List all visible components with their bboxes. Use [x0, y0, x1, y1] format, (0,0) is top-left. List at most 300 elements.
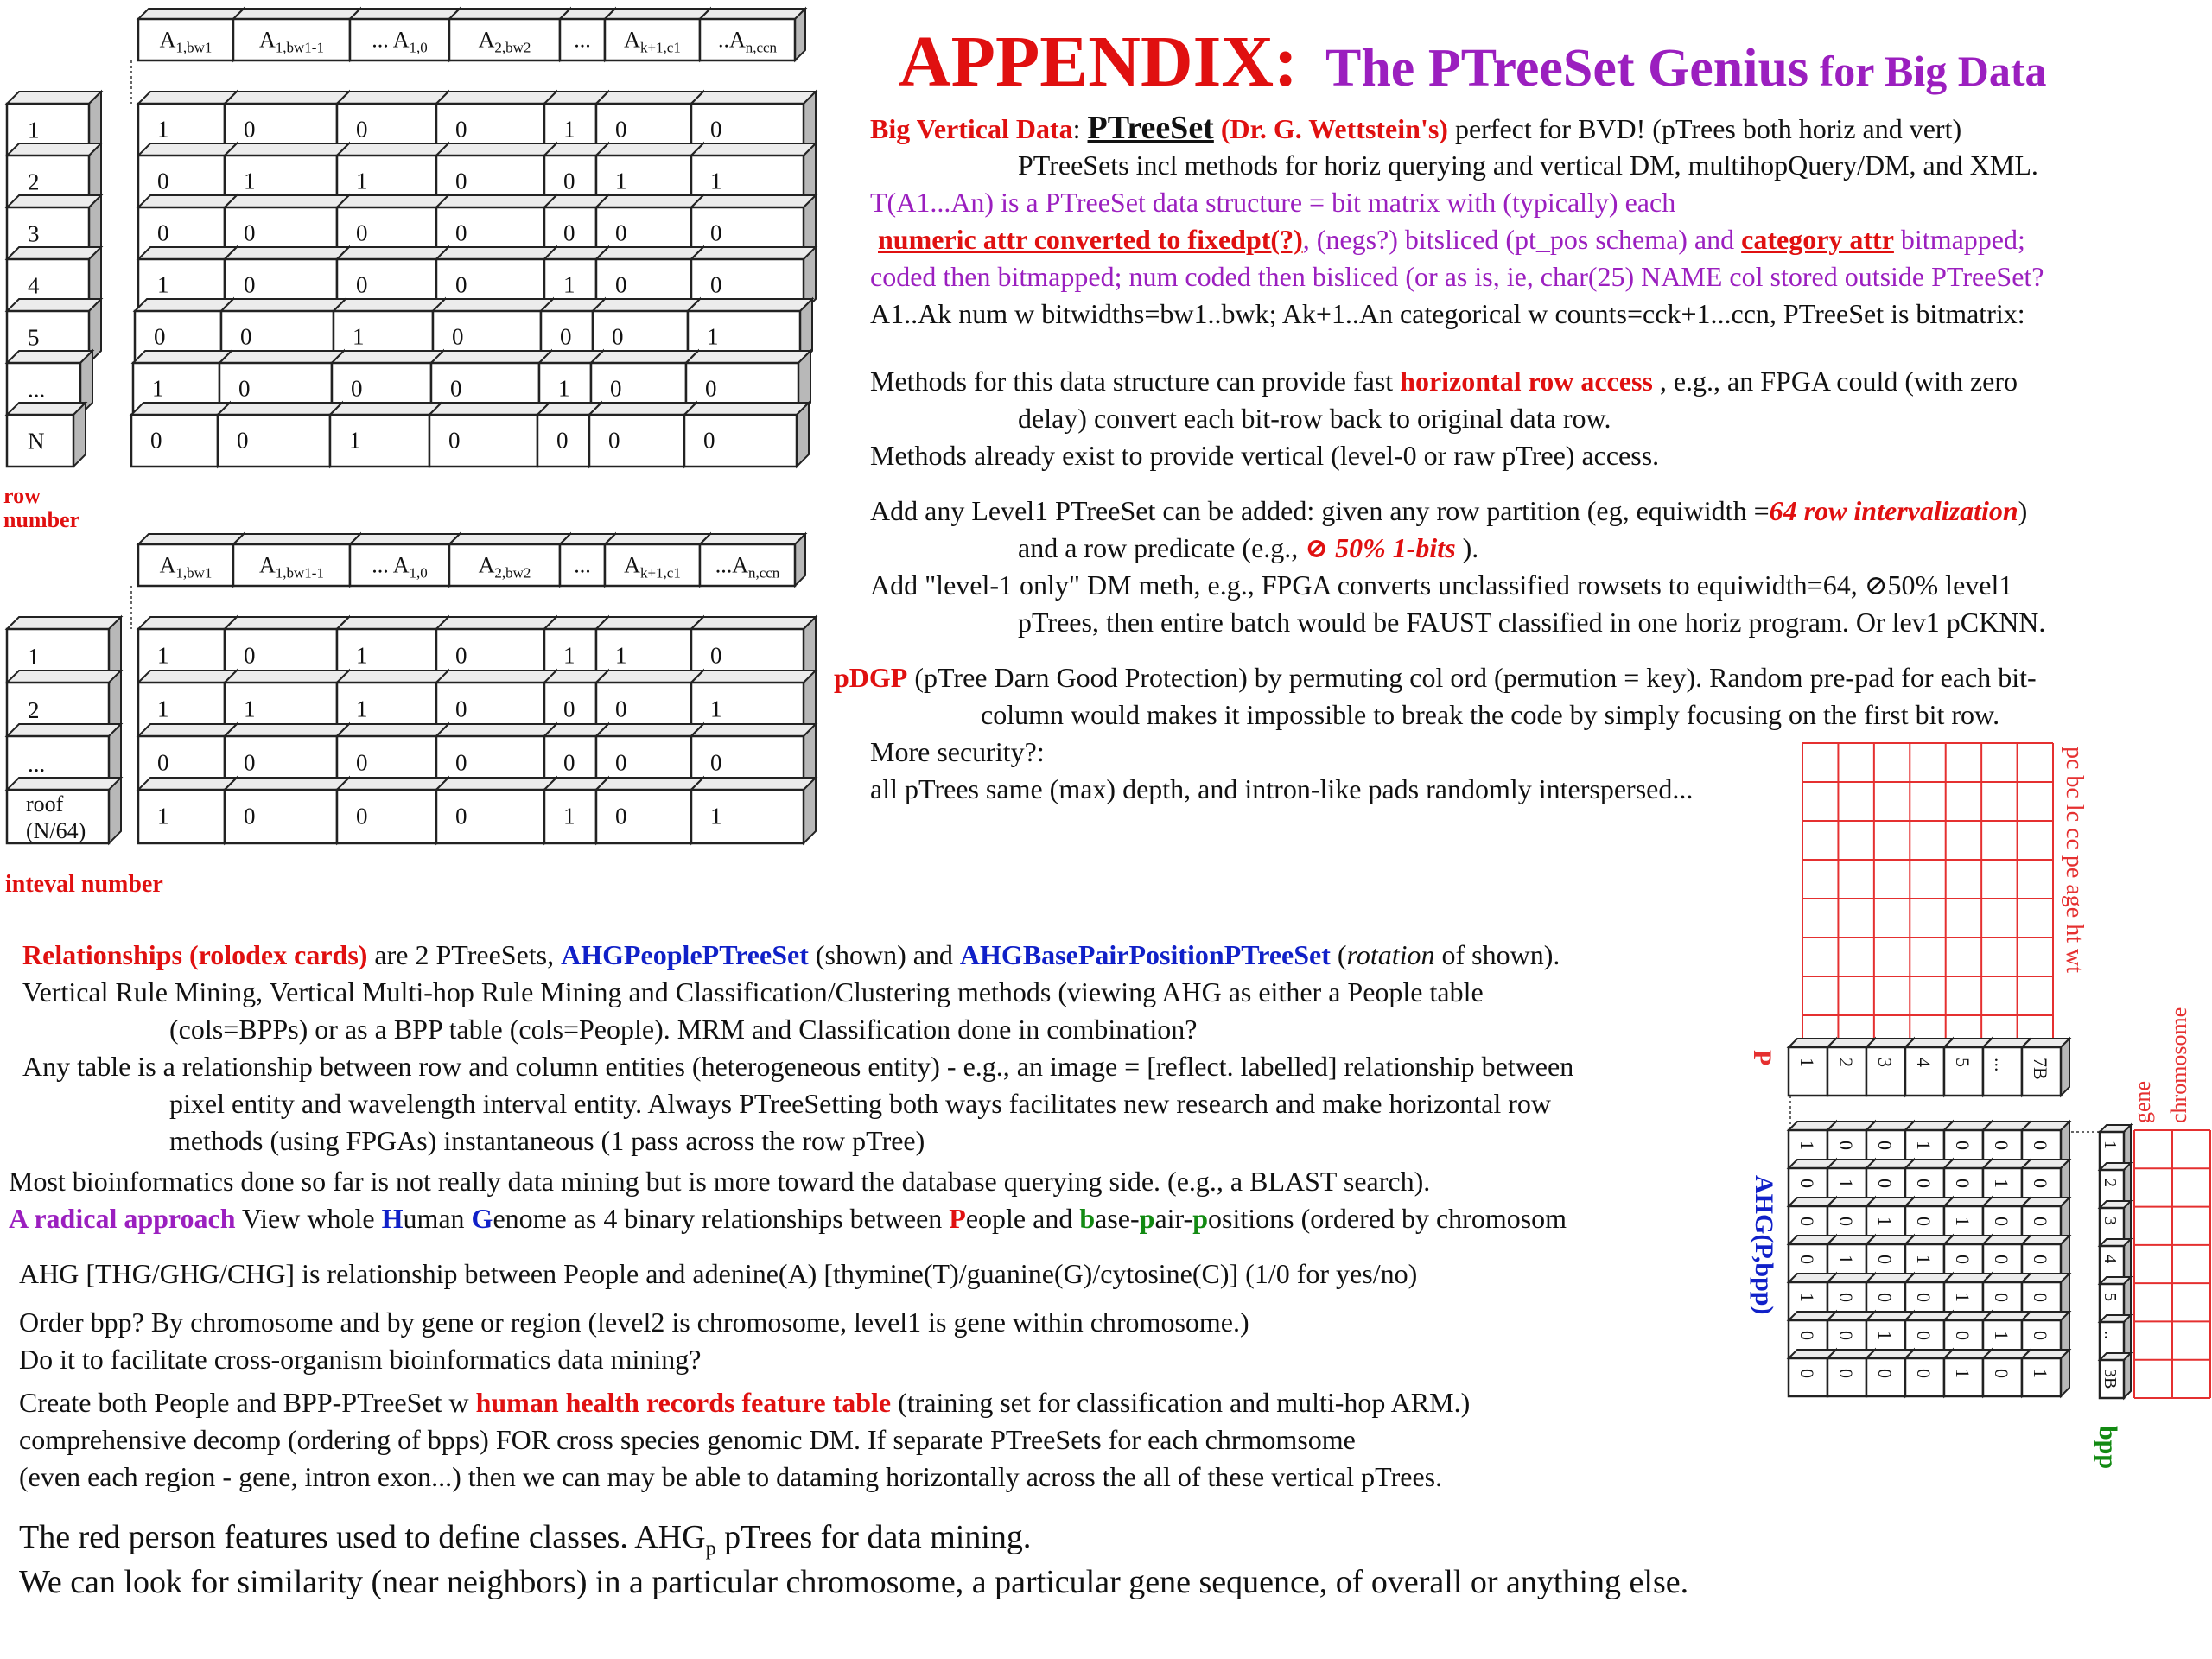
bit-cell-top: [436, 724, 556, 736]
bit-value: 1: [563, 803, 575, 830]
final-line-2: We can look for similarity (near neighbors) in a particular chromosome, a particular gene sequence, of overall or anything else.: [19, 1564, 1689, 1600]
bit-value: 0: [710, 749, 722, 776]
order-line-2: Do it to facilitate cross-organism bioinformatics data mining?: [19, 1344, 702, 1375]
bit-cell-top: [133, 351, 232, 363]
ahg-value: 0: [1796, 1369, 1818, 1378]
bit-value: 0: [560, 323, 572, 350]
bit-cell: [337, 790, 436, 843]
ahg-value: 0: [2030, 1141, 2051, 1150]
people-cell: [1866, 1047, 1905, 1096]
bpp-value: ..: [2101, 1331, 2120, 1339]
bit-value: 0: [244, 219, 256, 246]
bpp-value: 5: [2101, 1293, 2120, 1301]
row-label-cell-top: [7, 778, 121, 790]
bit-value: 0: [237, 427, 249, 454]
people-label: 5: [1952, 1058, 1974, 1067]
row-label: (N/64): [26, 817, 86, 843]
row-label-cell-top: [7, 617, 121, 629]
bit-value: 0: [448, 427, 461, 454]
ahg-value: 1: [2030, 1369, 2051, 1378]
bit-cell-top: [225, 778, 349, 790]
bit-value: 0: [356, 803, 368, 830]
bit-cell-top: [436, 92, 556, 104]
bit-value: 0: [563, 168, 575, 194]
ahg-value: 1: [1874, 1217, 1896, 1226]
bit-value: 0: [610, 375, 622, 402]
row-number-caption-1: row: [3, 483, 41, 508]
bit-value: 0: [455, 642, 467, 669]
pdgp-line-3: More security?:: [870, 736, 1045, 767]
ahg-value: 0: [1952, 1141, 1974, 1150]
bit-value: 1: [563, 116, 575, 143]
bit-value: 0: [154, 323, 166, 350]
bpp-value: 3B: [2101, 1369, 2120, 1389]
ahg-value: 0: [2030, 1293, 2051, 1302]
bit-value: 1: [157, 116, 169, 143]
ahg-value: 0: [1835, 1217, 1857, 1226]
bit-cell-top: [596, 617, 703, 629]
ahg-value: 0: [1913, 1293, 1935, 1302]
bit-cell-top: [596, 143, 703, 156]
bit-cell-top: [135, 299, 233, 311]
bit-value: 0: [351, 375, 363, 402]
bit-value: 0: [356, 219, 368, 246]
bit-cell-top: [691, 724, 816, 736]
bit-value: 0: [244, 271, 256, 298]
bit-cell-side: [797, 403, 809, 467]
bit-cell-top: [138, 195, 237, 207]
row-label: 1: [28, 643, 40, 670]
title-sub-a: The PTreeSet Genius: [1325, 39, 1809, 98]
bit-cell-top: [221, 299, 346, 311]
ahg-value: 0: [1874, 1255, 1896, 1264]
bit-cell-top: [691, 247, 816, 259]
bit-cell-top: [436, 247, 556, 259]
p-label: P: [1748, 1050, 1777, 1066]
bit-value: 0: [703, 427, 715, 454]
bit-value: 1: [157, 642, 169, 669]
row-label-cell-top: [7, 351, 92, 363]
ahg-value: 1: [1796, 1293, 1818, 1302]
chromosome-label: chromosome: [2166, 1007, 2191, 1123]
bit-cell-top: [138, 92, 237, 104]
bit-cell-top: [436, 778, 556, 790]
row-label: 1: [28, 117, 40, 143]
ahg-value: 0: [1952, 1331, 1974, 1340]
bit-cell-top: [219, 351, 344, 363]
bit-value: 0: [455, 803, 467, 830]
people-label: ...: [1991, 1058, 2012, 1072]
row-label: 5: [28, 324, 40, 351]
bit-cell-top: [225, 671, 349, 683]
bit-value: 1: [152, 375, 164, 402]
header-label: $A_{k+1,c1}$: [624, 552, 681, 582]
bit-cell-side: [804, 778, 816, 843]
row-label: 2: [28, 696, 40, 723]
bit-value: 0: [238, 375, 251, 402]
ahg-value: 0: [1796, 1217, 1818, 1226]
header-cell-top: [350, 9, 460, 19]
bit-value: 1: [356, 168, 368, 194]
bit-cell: [225, 790, 337, 843]
people-label: 3: [1874, 1058, 1896, 1067]
bit-cell-top: [225, 143, 349, 156]
ahg-value: 0: [1991, 1141, 2012, 1150]
ahg-diagram: [1719, 726, 2212, 1503]
ahg-value: 0: [1835, 1141, 1857, 1150]
bvd-line-6: A1..Ak num w bitwidths=bw1..bwk; Ak+1..An categorical w counts=cck+1...ccn, PTreeSet is bitmatrix:: [870, 298, 2025, 329]
row-label-cell-top: [7, 195, 101, 207]
level1-line-4: pTrees, then entire batch would be FAUST classified in one horiz program. Or lev1 pCKNN.: [1018, 607, 2046, 638]
methods-line-3: Methods already exist to provide vertical (level-0 or raw pTree) access.: [870, 440, 1660, 471]
bit-value: 0: [710, 271, 722, 298]
bit-value: 0: [705, 375, 717, 402]
ahg-value: 1: [1952, 1293, 1974, 1302]
ahg-value: 0: [2030, 1217, 2051, 1226]
bit-value: 0: [157, 168, 169, 194]
bit-value: 0: [150, 427, 162, 454]
header-label: ...: [574, 27, 591, 53]
bit-value: 0: [455, 696, 467, 722]
header-cell-top: [700, 534, 805, 544]
bit-cell-top: [596, 195, 703, 207]
ahg-value: 1: [1874, 1331, 1896, 1340]
rel-line-6: methods (using FPGAs) instantaneous (1 pass across the row pTree): [169, 1125, 925, 1156]
header-cell-top: [449, 534, 570, 544]
row-label-cell-top: [7, 247, 101, 259]
final-line-1: The red person features used to define classes. $AHG_p$ pTrees for data mining.: [19, 1519, 1032, 1560]
rel-line-4: Any table is a relationship between row and column entities (heterogeneous entity) - e.g., an image = [reflect. labelled] relationship between: [22, 1051, 1574, 1082]
bit-cell-top: [436, 195, 556, 207]
ahg-value: 0: [1796, 1331, 1818, 1340]
bit-value: 0: [356, 749, 368, 776]
bit-cell-top: [138, 778, 237, 790]
level1-line-3: Add "level-1 only" DM meth, e.g., FPGA converts unclassified rowsets to equiwidth=64, ⊘50% level1: [870, 569, 2013, 601]
bit-cell-top: [330, 403, 442, 415]
header-cell-top: [233, 534, 360, 544]
bit-cell-top: [431, 351, 551, 363]
bit-value: 0: [244, 803, 256, 830]
row-label-cell-top: [7, 92, 101, 104]
bit-cell-top: [433, 299, 553, 311]
ahg-value: 0: [1835, 1293, 1857, 1302]
bit-cell: [330, 415, 429, 467]
bit-cell-top: [691, 671, 816, 683]
ahg-value: 0: [1913, 1179, 1935, 1188]
bit-cell-top: [138, 247, 237, 259]
bit-cell-top: [684, 403, 809, 415]
ahg-value: 0: [1874, 1141, 1896, 1150]
header-label: $A_{2,bw2}$: [478, 552, 531, 582]
bit-cell-top: [138, 724, 237, 736]
row-label: 4: [28, 272, 40, 299]
bit-cell-top: [138, 617, 237, 629]
bit-value: 0: [710, 116, 722, 143]
header-label: $A_{1,bw1}$: [159, 27, 213, 56]
bit-value: 0: [455, 271, 467, 298]
bit-cell: [684, 415, 797, 467]
bvd-line-2: PTreeSets incl methods for horiz querying and vertical DM, multihopQuery/DM, and XML.: [1018, 149, 2038, 181]
header-label: ... $A_{1,0}$: [372, 27, 428, 56]
row-label: ...: [28, 750, 46, 777]
bit-cell: [436, 790, 544, 843]
row-label-cell-side: [73, 403, 86, 467]
bit-value: 1: [157, 696, 169, 722]
bit-cell-top: [337, 617, 448, 629]
ahg-line: AHG [THG/GHG/CHG] is relationship between People and adenine(A) [thymine(T)/guanine(G)/cytosine(C)] (1/0 for yes/no): [19, 1258, 1418, 1289]
bit-value: 1: [563, 271, 575, 298]
bit-cell-top: [591, 351, 698, 363]
header-cell-top: [233, 9, 360, 19]
bit-value: 1: [563, 642, 575, 669]
ahg-value: 1: [1952, 1369, 1974, 1378]
header-label: $A_{1,bw1-1}$: [259, 27, 324, 56]
people-label: 7B: [2030, 1058, 2051, 1080]
bit-cell-top: [691, 143, 816, 156]
row-label: 3: [28, 220, 40, 247]
bit-cell-top: [691, 617, 816, 629]
bit-cell-top: [218, 403, 342, 415]
bit-value: 0: [615, 803, 627, 830]
ahg-value: 0: [1874, 1179, 1896, 1188]
bit-value: 0: [244, 749, 256, 776]
people-label: 4: [1913, 1058, 1935, 1067]
bit-cell-top: [337, 143, 448, 156]
bit-cell-top: [337, 671, 448, 683]
bit-value: 0: [615, 749, 627, 776]
bit-value: 1: [710, 696, 722, 722]
bit-value: 0: [244, 642, 256, 669]
header-label: $A_{1,bw1}$: [159, 552, 213, 582]
pdgp-line-2: column would makes it impossible to break the code by simply focusing on the first bit row.: [981, 699, 2000, 730]
people-cell: [1905, 1047, 1944, 1096]
bit-value: 0: [563, 696, 575, 722]
bit-cell-top: [337, 778, 448, 790]
ahg-label: AHG(P,bpp): [1750, 1175, 1778, 1315]
gene-label: gene: [2130, 1080, 2155, 1123]
bit-cell-top: [225, 724, 349, 736]
header-label: $A_{2,bw2}$: [478, 27, 531, 56]
bpp-label: bpp: [2094, 1426, 2122, 1470]
bit-value: 0: [356, 116, 368, 143]
bit-value: 0: [615, 219, 627, 246]
bit-cell-top: [225, 92, 349, 104]
row-label-cell-top: [7, 671, 121, 683]
bit-cell-top: [596, 778, 703, 790]
bit-cell-top: [596, 671, 703, 683]
bit-cell-top: [138, 671, 237, 683]
ahg-value: 0: [1835, 1369, 1857, 1378]
bit-cell-top: [436, 143, 556, 156]
bit-cell-top: [596, 724, 703, 736]
ahg-value: 0: [1796, 1179, 1818, 1188]
methods-line-1: Methods for this data structure can provide fast horizontal row access , e.g., an FPGA could (with zero: [870, 365, 2018, 397]
ahg-value: 0: [1991, 1369, 2012, 1378]
page-title: [899, 19, 2047, 105]
bit-cell-top: [596, 247, 703, 259]
bit-value: 1: [353, 323, 365, 350]
bpp-value: 2: [2101, 1179, 2120, 1187]
rel-line-2: Vertical Rule Mining, Vertical Multi-hop Rule Mining and Classification/Clustering methods (viewing AHG as either a People table: [22, 976, 1484, 1007]
bit-cell: [218, 415, 330, 467]
bit-value: 0: [563, 219, 575, 246]
ahg-value: 0: [1952, 1255, 1974, 1264]
bit-cell-top: [688, 299, 812, 311]
row-number-caption-2: number: [3, 507, 80, 532]
bpp-value: 1: [2101, 1141, 2120, 1149]
level1-line-2: and a row predicate (e.g., ⊘ 50% 1-bits ).: [1018, 532, 1479, 563]
bit-value: 0: [157, 749, 169, 776]
bit-cell: [596, 790, 691, 843]
bit-value: 1: [244, 168, 256, 194]
order-line-1: Order bpp? By chromosome and by gene or region (level2 is chromosome, level1 is gene within chromosome.): [19, 1306, 1249, 1338]
header-label: ...: [574, 552, 591, 578]
ahg-value: 0: [1952, 1179, 1974, 1188]
bvd-line-1: Big Vertical Data: PTreeSet (Dr. G. Wettstein's) perfect for BVD! (pTrees both horiz and vert): [870, 110, 1962, 146]
header-cell-side: [795, 9, 805, 60]
create-line-3: (even each region - gene, intron exon...) then we can may be able to dataming horizontally across the all of these vertical pTrees.: [19, 1461, 1443, 1492]
row-label: ...: [28, 376, 46, 403]
ahg-value: 0: [1913, 1331, 1935, 1340]
bit-value: 0: [157, 219, 169, 246]
bit-cell-top: [593, 299, 700, 311]
bit-value: 0: [608, 427, 620, 454]
bit-value: 0: [455, 219, 467, 246]
bit-value: 0: [450, 375, 462, 402]
people-label: 1: [1796, 1058, 1818, 1067]
header-label: $A_{1,bw1-1}$: [259, 552, 324, 582]
bvd-line-5: coded then bitmapped; num coded then bisliced (or as is, ie, char(25) NAME col stored outside PTreeSet?: [870, 261, 2044, 292]
ahg-value: 1: [1835, 1255, 1857, 1264]
people-cell-side: [2061, 1039, 2069, 1096]
header-cell-top: [350, 534, 460, 544]
bit-value: 0: [455, 168, 467, 194]
bit-value: 0: [455, 116, 467, 143]
ahg-value: 0: [1991, 1217, 2012, 1226]
bit-cell-top: [332, 351, 443, 363]
bit-cell-top: [691, 778, 816, 790]
row-label: N: [28, 428, 45, 454]
header-label: $..A_{n,ccn}$: [717, 27, 778, 56]
level1-line-1: Add any Level1 PTreeSet can be added: given any row partition (eg, equiwidth =64 row intervalization): [870, 495, 2028, 526]
ahg-value: 0: [1835, 1331, 1857, 1340]
header-label: ... $A_{1,0}$: [372, 552, 428, 582]
bit-value: 1: [615, 642, 627, 669]
ahg-value: 0: [1874, 1369, 1896, 1378]
ahg-value: 0: [1991, 1255, 2012, 1264]
bit-value: 1: [707, 323, 719, 350]
bit-cell-top: [337, 195, 448, 207]
ahg-value: 1: [1913, 1255, 1935, 1264]
bvd-line-3: T(A1...An) is a PTreeSet data structure = bit matrix with (typically) each: [870, 187, 1676, 218]
people-cell: [1789, 1047, 1827, 1096]
header-cell-top: [138, 534, 244, 544]
bottom-matrix: [0, 518, 847, 873]
bit-value: 1: [356, 642, 368, 669]
bit-value: 1: [558, 375, 570, 402]
header-cell-top: [700, 9, 805, 19]
bit-cell: [138, 790, 225, 843]
row-label: 2: [28, 168, 40, 195]
header-cell-top: [605, 534, 710, 544]
bit-value: 1: [710, 803, 722, 830]
bit-cell-top: [691, 92, 816, 104]
ahg-value: 0: [1913, 1369, 1935, 1378]
bit-cell-top: [225, 247, 349, 259]
title-sub-b: for Big Data: [1808, 47, 2047, 95]
bit-value: 0: [452, 323, 464, 350]
create-line-2: comprehensive decomp (ordering of bpps) FOR cross species genomic DM. If separate PTreeSets for each chrmomsome: [19, 1424, 1356, 1455]
bit-cell-top: [436, 671, 556, 683]
row-label-cell-top: [7, 143, 101, 156]
rel-line-3: (cols=BPPs) or as a BPP table (cols=People). MRM and Classification done in combination?: [169, 1014, 1198, 1045]
ahg-value: 1: [1952, 1217, 1974, 1226]
header-label: $A_{k+1,c1}$: [624, 27, 681, 56]
bit-value: 0: [356, 271, 368, 298]
bit-cell: [131, 415, 218, 467]
ahg-value: 0: [1874, 1293, 1896, 1302]
bit-value: 0: [615, 271, 627, 298]
interval-number-caption: inteval number: [5, 871, 163, 898]
row-label-cell-top: [7, 403, 86, 415]
people-cell: [1944, 1047, 1983, 1096]
bit-cell: [589, 415, 684, 467]
bit-value: 0: [710, 642, 722, 669]
header-label: $...A_{n,ccn}$: [715, 552, 780, 582]
title-main: APPENDIX:: [899, 22, 1298, 102]
ahg-cell-side: [2061, 1350, 2069, 1396]
bit-cell: [429, 415, 537, 467]
bit-value: 0: [563, 749, 575, 776]
bit-value: 0: [244, 116, 256, 143]
create-line-1: Create both People and BPP-PTreeSet w human health records feature table (training set for classification and multi-hop ARM.): [19, 1387, 1471, 1418]
radical-line: A radical approach View whole Human Genome as 4 binary relationships between People and base-pair-positions (ordered by chromosom: [9, 1203, 1567, 1234]
ahg-value: 1: [1991, 1179, 2012, 1188]
ahg-value: 0: [1991, 1293, 2012, 1302]
bit-value: 0: [240, 323, 252, 350]
methods-line-2: delay) convert each bit-row back to original data row.: [1018, 403, 1611, 434]
ahg-value: 0: [2030, 1255, 2051, 1264]
pdgp-line-4: all pTrees same (max) depth, and intron-like pads randomly interspersed...: [870, 773, 1694, 804]
bit-value: 0: [455, 749, 467, 776]
ahg-value: 1: [1835, 1179, 1857, 1188]
row-label-cell-top: [7, 724, 121, 736]
ahg-value: 0: [2030, 1331, 2051, 1340]
bit-cell-top: [138, 143, 237, 156]
top-matrix: [0, 0, 847, 484]
header-cell-top: [138, 9, 244, 19]
rel-line-5: pixel entity and wavelength interval entity. Always PTreeSetting both ways facilitates new research and make horizontal row: [169, 1088, 1551, 1119]
bit-cell-top: [596, 92, 703, 104]
bit-cell-top: [429, 403, 550, 415]
ahg-value: 0: [1913, 1217, 1935, 1226]
people-cell: [1827, 1047, 1866, 1096]
bit-cell-top: [589, 403, 696, 415]
ahg-value: 0: [2030, 1179, 2051, 1188]
header-cell-top: [605, 9, 710, 19]
bit-value: 1: [615, 168, 627, 194]
bit-cell-top: [131, 403, 230, 415]
bit-cell-top: [337, 724, 448, 736]
bit-cell-top: [225, 195, 349, 207]
bvd-line-4: numeric attr converted to fixedpt(?), (negs?) bitsliced (pt_pos schema) and category attr bitmapped;: [878, 224, 2025, 255]
bit-value: 1: [244, 696, 256, 722]
rel-line-1: Relationships (rolodex cards) are 2 PTreeSets, AHGPeoplePTreeSet (shown) and AHGBasePairPositionPTreeSet (rotation of shown).: [22, 939, 1560, 970]
bit-value: 0: [556, 427, 569, 454]
bpp-value: 4: [2101, 1255, 2120, 1263]
bit-cell-top: [436, 617, 556, 629]
bit-value: 1: [157, 803, 169, 830]
